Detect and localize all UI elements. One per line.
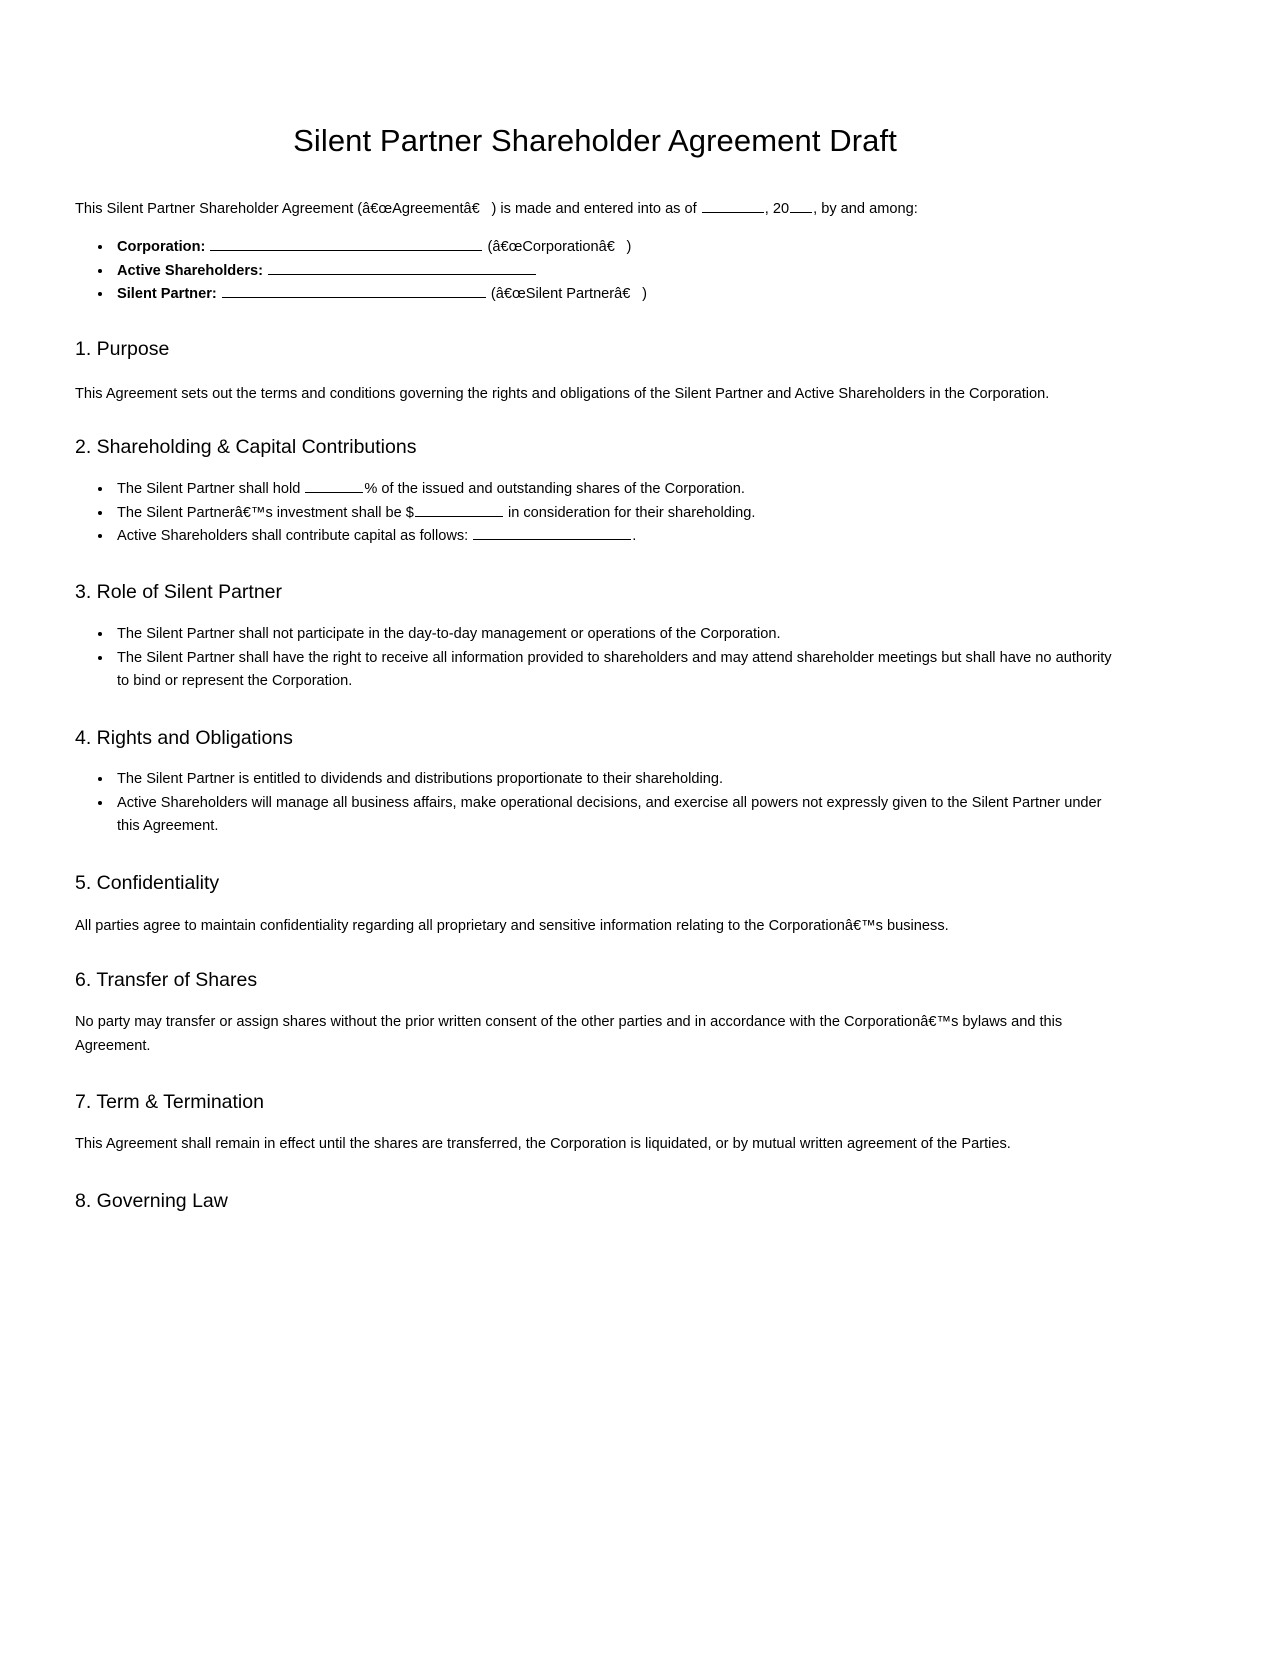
section-body-transfer: No party may transfer or assign shares without the prior written consent of the other parties and in accordance with the Corporationâ€™s bylaws and this Agreement.	[75, 1014, 1063, 1054]
party-label-silent-partner: Silent Partner:	[117, 286, 217, 303]
active-shareholders-blank	[268, 260, 536, 274]
intro-text-after: , by and among:	[813, 201, 918, 217]
section-heading-transfer: 6. Transfer of Shares	[75, 969, 258, 991]
list-item: • The Silent Partner shall have the right to receive all information provided to shareholders and may attend shareholder meetings but shall have no authority to bind or represent the Corporation.	[113, 647, 1115, 694]
section-heading-rights: 4. Rights and Obligations	[75, 727, 293, 749]
list-item: • The Silent Partner is entitled to dividends and distributions proportionate to their shareholding.	[113, 768, 1115, 792]
capital-contribution-blank	[473, 526, 631, 540]
silent-partner-blank	[222, 284, 486, 298]
section-list-role	[75, 623, 1115, 694]
section-list-shareholding	[75, 478, 1115, 549]
list-item: • Active Shareholders will manage all business affairs, make operational decisions, and exercise all powers not expressly given to the Silent Partner under this Agreement.	[113, 792, 1115, 839]
intro-text-mid: , 20	[764, 201, 790, 217]
page-title: Silent Partner Shareholder Agreement Draft	[293, 123, 897, 158]
date-year-blank	[790, 199, 812, 213]
section-list-rights	[75, 768, 1115, 839]
party-suffix-silent-partner: (â€œSilent Partnerâ€)	[490, 286, 647, 303]
percent-blank	[305, 479, 363, 493]
intro-text-before: This Silent Partner Shareholder Agreement (â€œAgreementâ€) is made and entered into as of	[75, 201, 701, 217]
bullet-text-2b: in consideration for their shareholding.	[503, 504, 756, 521]
section-heading-confidentiality: 5. Confidentiality	[75, 872, 220, 894]
list-item	[113, 283, 1153, 307]
corporation-blank	[210, 237, 482, 251]
bullet-text-3a: Active Shareholders shall contribute capital as follows:	[117, 528, 473, 545]
list-item	[113, 502, 1115, 526]
list-item	[113, 478, 1115, 502]
section-body-purpose: This Agreement sets out the terms and conditions governing the rights and obligations of the Silent Partner and Active Shareholders in the Corporation.	[75, 386, 1050, 402]
list-item	[113, 260, 1153, 284]
party-label-corporation: Corporation:	[117, 239, 206, 255]
section-body-confidentiality: All parties agree to maintain confidentiality regarding all proprietary and sensitive information relating to the Corporationâ€™s business.	[75, 918, 949, 934]
intro-paragraph	[75, 198, 1115, 221]
date-day-blank	[702, 199, 764, 213]
section-heading-governing-law: 8. Governing Law	[75, 1190, 228, 1212]
list-item: • The Silent Partner shall not participate in the day-to-day management or operations of the Corporation.	[113, 623, 1115, 647]
bullet-text-1b: % of the issued and outstanding shares of the Corporation.	[364, 481, 745, 497]
bullet-text-1a: The Silent Partner shall hold	[117, 481, 305, 497]
investment-amount-blank	[415, 502, 503, 516]
bullet-text-2a: The Silent Partnerâ€™s investment shall be $	[117, 504, 414, 521]
bullet-text-3b: .	[632, 528, 637, 545]
section-heading-term: 7. Term & Termination	[75, 1091, 264, 1113]
party-list	[75, 236, 1153, 307]
party-label-active-shareholders: Active Shareholders:	[117, 262, 263, 279]
section-heading-role: 3. Role of Silent Partner	[75, 581, 283, 603]
section-heading-purpose: 1. Purpose	[75, 338, 170, 360]
list-item	[113, 525, 1115, 549]
list-item	[113, 236, 1153, 260]
section-body-term: This Agreement shall remain in effect until the shares are transferred, the Corporation is liquidated, or by mutual written agreement of the Parties.	[75, 1136, 1011, 1152]
section-heading-shareholding: 2. Shareholding & Capital Contributions	[75, 436, 417, 458]
party-suffix-corporation: (â€œCorporationâ€)	[487, 239, 632, 255]
